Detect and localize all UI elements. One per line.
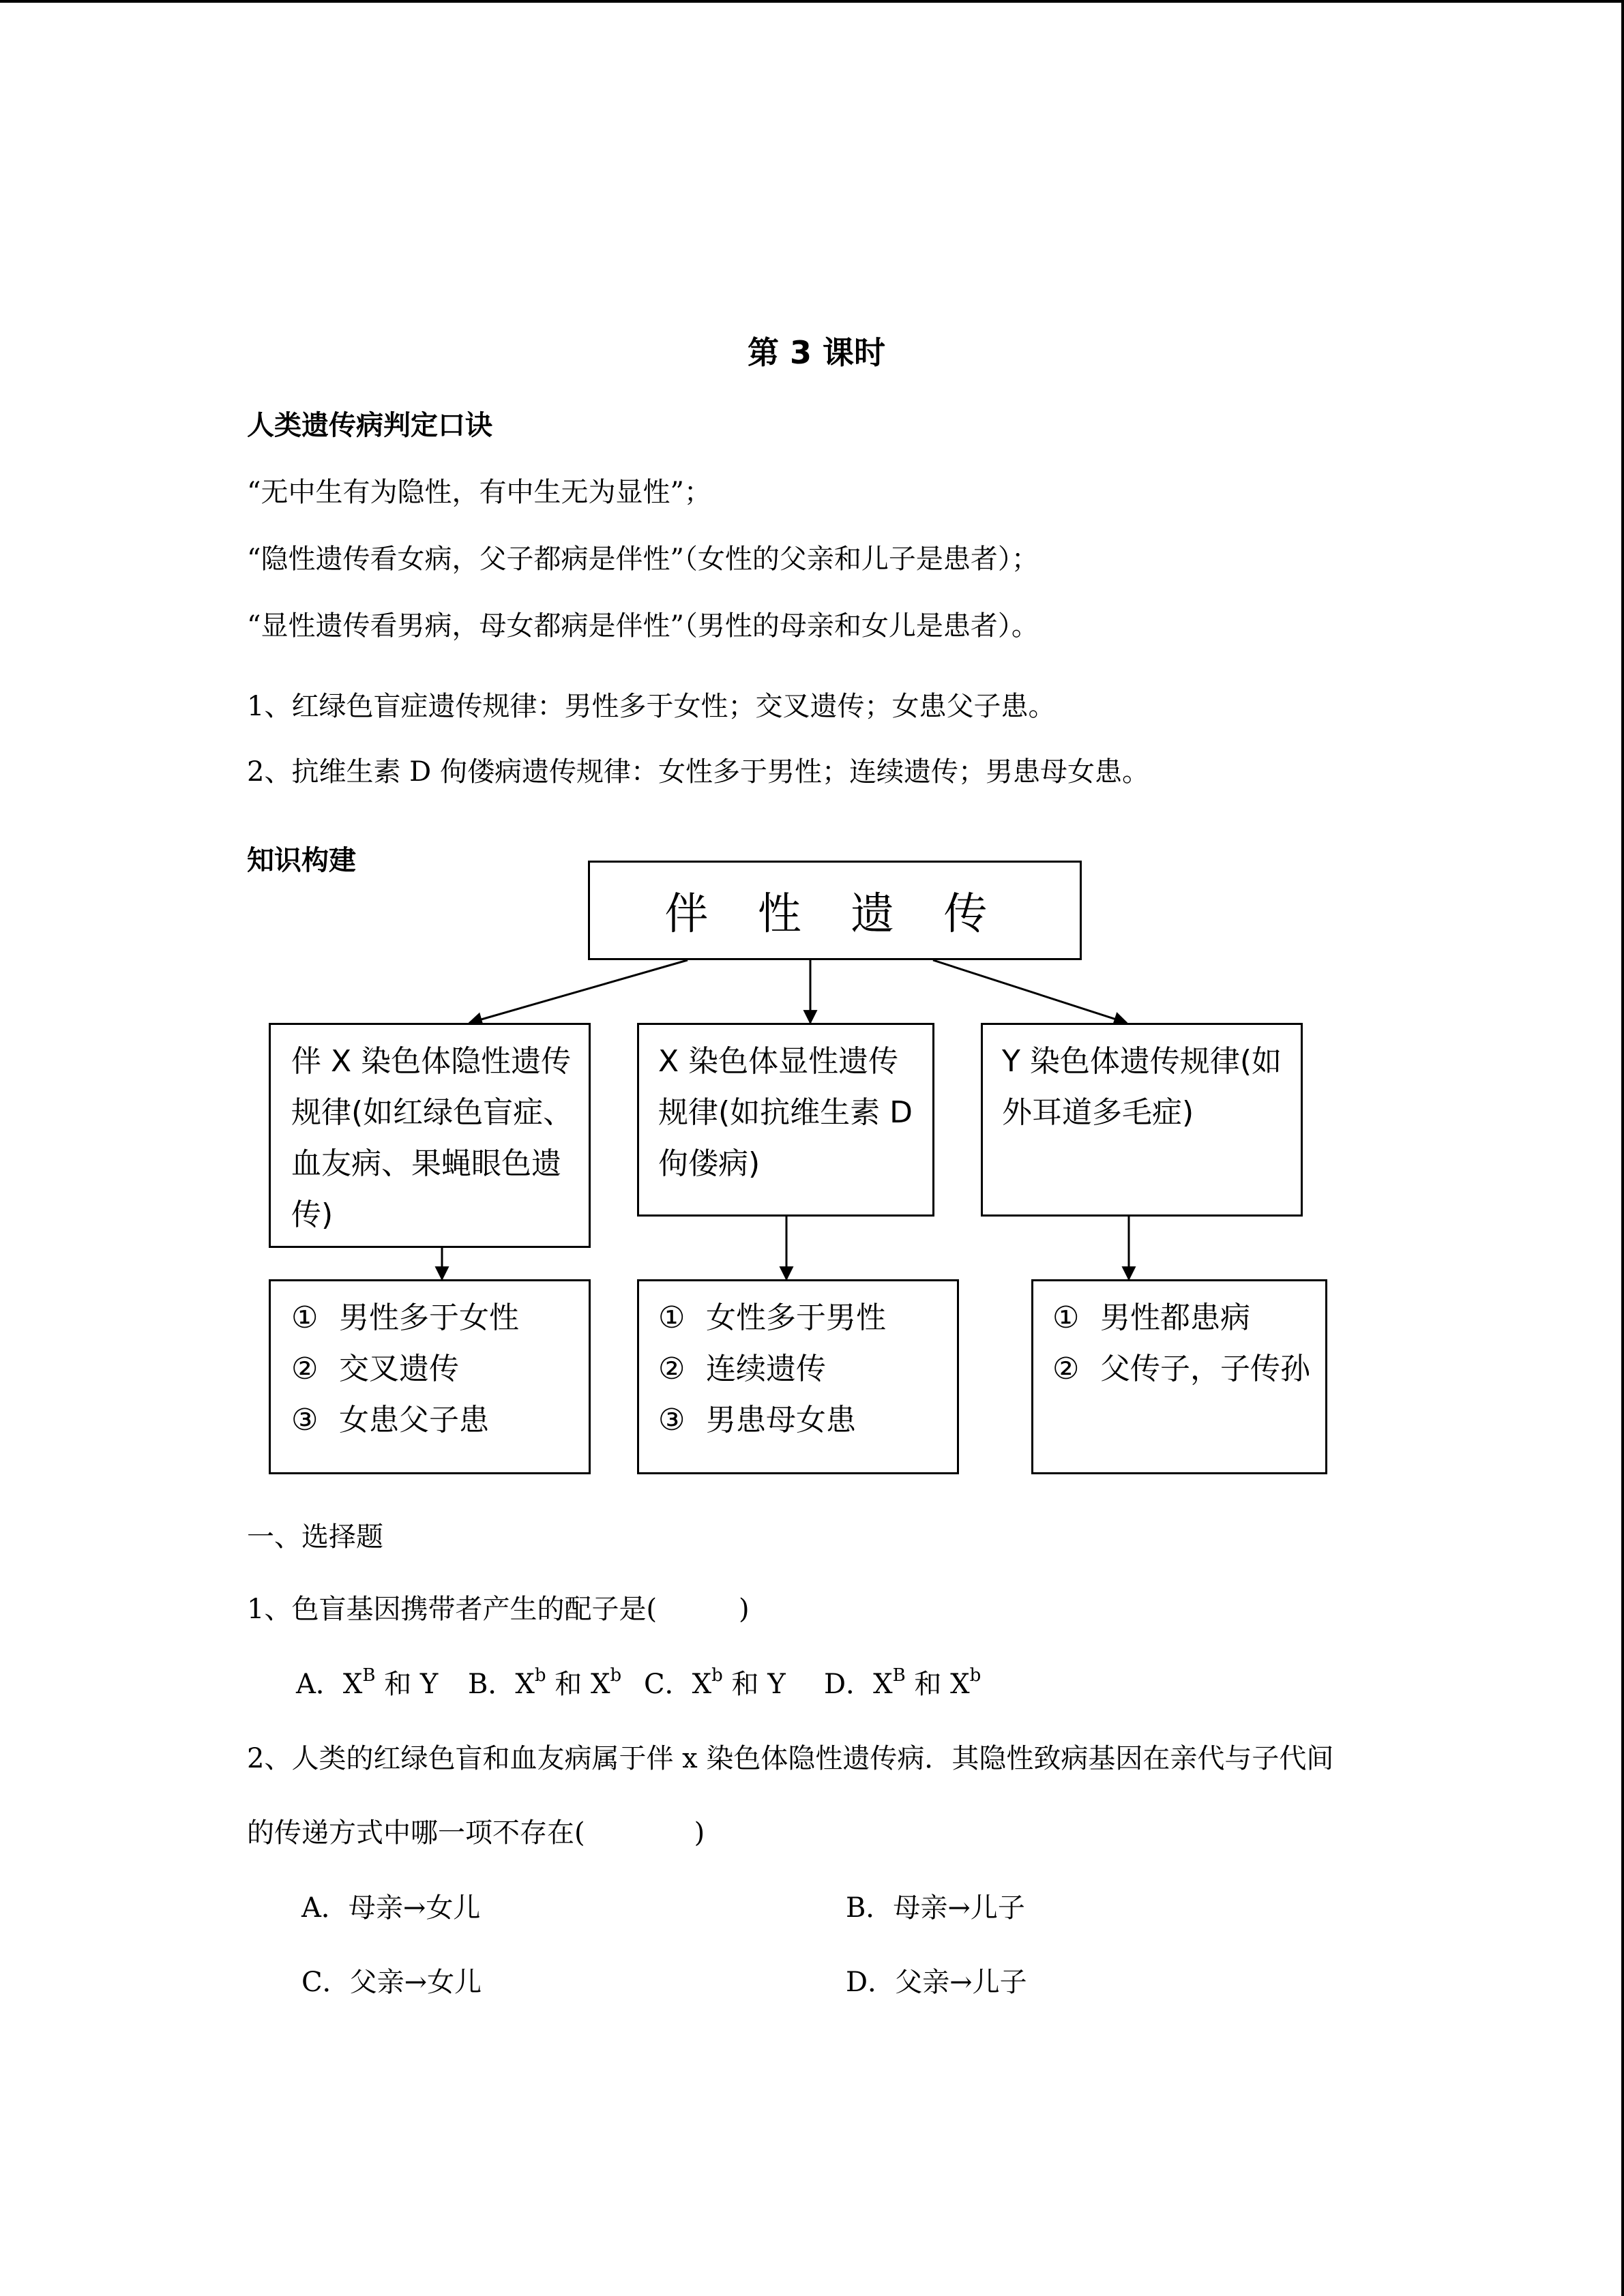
- feature-item: [291, 1343, 579, 1395]
- diagram-root-box: [588, 861, 1082, 960]
- feature-item: [658, 1395, 947, 1446]
- feature-text: 女患父子患: [339, 1403, 489, 1437]
- question-1-option-b[interactable]: [468, 1665, 622, 1701]
- feature-box-x-recessive: [269, 1279, 591, 1474]
- option-gamete-a: X: [692, 1669, 712, 1700]
- feature-item: [291, 1395, 579, 1446]
- question-1-option-c[interactable]: [644, 1665, 786, 1701]
- feature-item: [291, 1292, 579, 1343]
- option-gamete-b-allele: b: [610, 1665, 622, 1686]
- mnemonic-line-2: “隐性遗传看女病，父子都病是伴性”（女性的父亲和儿子是患者）；: [247, 543, 1039, 575]
- option-gamete-b-allele: b: [969, 1665, 981, 1686]
- question-1-option-a[interactable]: [296, 1665, 439, 1701]
- option-gamete-a: X: [873, 1669, 893, 1700]
- feature-number: ②: [1052, 1352, 1080, 1386]
- mnemonic-heading: 人类遗传病判定口诀: [247, 410, 492, 441]
- feature-text: 男患母女患: [706, 1403, 856, 1437]
- option-letter: A．: [296, 1669, 343, 1700]
- knowledge-heading: 知识构建: [247, 845, 356, 876]
- option-gamete-a-allele: B: [892, 1665, 906, 1686]
- feature-item: [658, 1292, 947, 1343]
- feature-number: ③: [658, 1403, 685, 1437]
- question-2-option-d[interactable]: D．父亲→儿子: [846, 1967, 1027, 1998]
- option-gamete-a: X: [515, 1669, 535, 1700]
- feature-text: 男性多于女性: [339, 1300, 519, 1335]
- option-letter: C．: [644, 1669, 692, 1700]
- feature-text: 女性多于男性: [706, 1300, 886, 1335]
- option-gamete-b: Y: [767, 1669, 786, 1700]
- option-gamete-b: Y: [419, 1669, 439, 1700]
- question-1-stem: 1、色盲基因携带者产生的配子是( ): [247, 1594, 750, 1625]
- feature-box-y-linked: [1031, 1279, 1327, 1474]
- option-gamete-a-allele: b: [711, 1665, 723, 1686]
- feature-item: [1052, 1343, 1316, 1395]
- option-gamete-a: X: [342, 1669, 363, 1700]
- option-gamete-a-allele: b: [534, 1665, 546, 1686]
- question-2-option-a[interactable]: A．母亲→女儿: [301, 1892, 481, 1924]
- option-connector: 和: [905, 1669, 951, 1700]
- option-connector: 和: [722, 1669, 768, 1700]
- feature-list-x-recessive: [291, 1292, 579, 1446]
- feature-number: ①: [291, 1300, 319, 1335]
- feature-number: ①: [658, 1300, 685, 1335]
- feature-list-y-linked: [1052, 1292, 1316, 1395]
- question-2-stem-line-2: 的传递方式中哪一项不存在( ): [247, 1817, 705, 1849]
- feature-number: ①: [1052, 1300, 1080, 1335]
- question-2-option-b[interactable]: B．母亲→儿子: [846, 1892, 1025, 1924]
- feature-text: 男性都患病: [1100, 1300, 1250, 1335]
- option-letter: D．: [824, 1669, 874, 1700]
- option-gamete-b: X: [950, 1669, 970, 1700]
- category-box-x-dominant: [637, 1023, 934, 1217]
- category-box-x-recessive: [269, 1023, 591, 1248]
- rule-color-blindness: 1、红绿色盲症遗传规律：男性多于女性；交叉遗传；女患父子患。: [247, 691, 1056, 722]
- option-connector: 和: [546, 1669, 591, 1700]
- option-gamete-b: X: [590, 1669, 610, 1700]
- question-2-option-c[interactable]: C．父亲→女儿: [301, 1967, 482, 1998]
- category-box-y-linked: [981, 1023, 1303, 1217]
- feature-text: 父传子，子传孙: [1100, 1352, 1310, 1386]
- category-label-x-recessive: 伴 X 染色体隐性遗传规律(如红绿色盲症、血友病、果蝇眼色遗传): [291, 1044, 574, 1232]
- option-gamete-a-allele: B: [362, 1665, 376, 1686]
- feature-number: ②: [658, 1352, 685, 1386]
- feature-item: [1052, 1292, 1316, 1343]
- feature-number: ②: [291, 1352, 319, 1386]
- question-1-option-d[interactable]: [824, 1665, 981, 1701]
- feature-text: 连续遗传: [706, 1352, 826, 1386]
- category-label-y-linked: Y 染色体遗传规律(如外耳道多毛症): [1002, 1044, 1282, 1130]
- mnemonic-line-3: “显性遗传看男病，母女都病是伴性”（男性的母亲和女儿是患者）。: [247, 610, 1039, 642]
- option-connector: 和: [375, 1669, 420, 1700]
- category-label-x-dominant: X 染色体显性遗传规律(如抗维生素 D 佝偻病): [658, 1044, 913, 1181]
- question-2-stem-line-1: 2、人类的红绿色盲和血友病属于伴 x 染色体隐性遗传病．其隐性致病基因在亲代与子代间: [247, 1743, 1334, 1774]
- mnemonic-line-1: “无中生有为隐性，有中生无为显性”；: [247, 477, 711, 508]
- rule-rickets: 2、抗维生素 D 佝偻病遗传规律：女性多于男性；连续遗传；男患母女患。: [247, 756, 1149, 788]
- feature-text: 交叉遗传: [339, 1352, 459, 1386]
- feature-box-x-dominant: [637, 1279, 959, 1474]
- arrow-root-to-left: [469, 960, 688, 1023]
- option-letter: B．: [468, 1669, 516, 1700]
- diagram-root-label: 伴 性 遗 传: [664, 889, 1005, 940]
- arrow-root-to-right: [933, 960, 1127, 1023]
- feature-item: [658, 1343, 947, 1395]
- feature-number: ③: [291, 1403, 319, 1437]
- section-heading-choice: 一、选择题: [247, 1521, 383, 1553]
- lesson-title: 第 3 课时: [748, 334, 886, 371]
- feature-list-x-dominant: [658, 1292, 947, 1446]
